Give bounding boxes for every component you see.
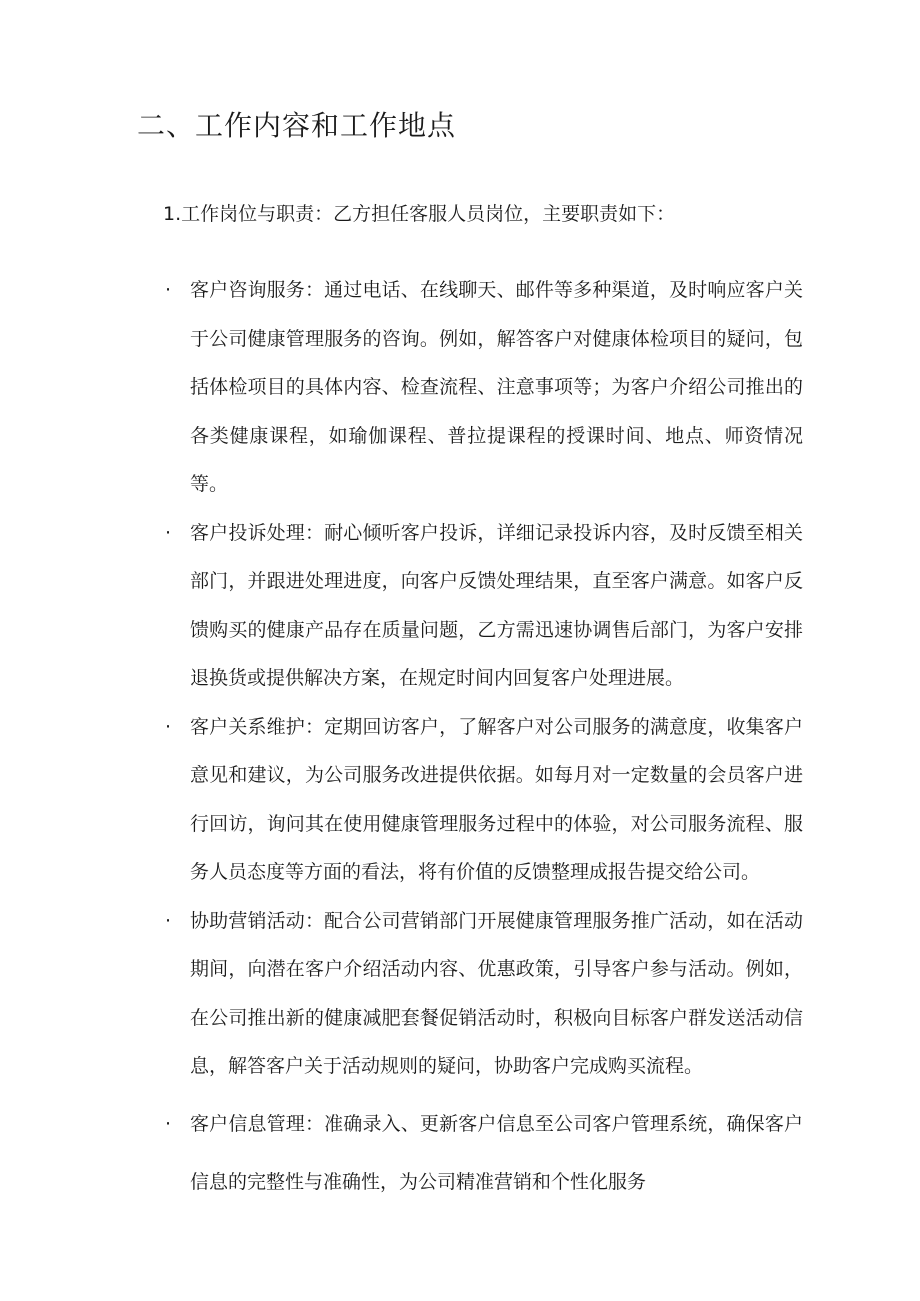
section-heading: 二、工作内容和工作地点 (137, 109, 457, 142)
bullet-icon: · (165, 279, 172, 301)
bullet-icon: · (165, 715, 172, 738)
bullet-icon: · (165, 521, 172, 544)
list-item-text: 协助营销活动：配合公司营销部门开展健康管理服务推广活动，如在活动期间，向潜在客户介绍活动内容、优惠政策，引导客户参与活动。例如，在公司推出新的健康减肥套餐促销活动时，积极向目标客户群发送活动信息，解答客户关于活动规则的疑问，协助客户完成购买流程。 (190, 909, 803, 1077)
intro-paragraph: 1.工作岗位与职责：乙方担任客服人员岗位，主要职责如下： (163, 203, 676, 225)
list-item-consulting (163, 266, 803, 509)
list-item-text: 客户信息管理：准确录入、更新客户信息至公司客户管理系统，确保客户信息的完整性与准确性，为公司精准营销和个性化服务 (190, 1112, 803, 1193)
list-item-text: 客户投诉处理：耐心倾听客户投诉，详细记录投诉内容，及时反馈至相关部门，并跟进处理进度，向客户反馈处理结果，直至客户满意。如客户反馈购买的健康产品存在质量问题，乙方需迅速协调售后部门，为客户安排退换货或提供解决方案，在规定时间内回复客户处理进展。 (190, 521, 803, 689)
duty-list (163, 266, 803, 1211)
bullet-icon: · (165, 909, 172, 932)
list-item-info-management (163, 1095, 803, 1211)
bullet-icon: · (165, 1112, 172, 1135)
list-item-complaints (163, 509, 803, 703)
list-item-text: 客户咨询服务：通过电话、在线聊天、邮件等多种渠道，及时响应客户关于公司健康管理服务的咨询。例如，解答客户对健康体检项目的疑问，包括体检项目的具体内容、检查流程、注意事项等；为客户介绍公司推出的各类健康课程，如瑜伽课程、普拉提课程的授课时间、地点、师资情况等。 (190, 279, 803, 495)
list-item-relations (163, 703, 803, 897)
list-item-marketing (163, 897, 803, 1091)
list-item-text: 客户关系维护：定期回访客户，了解客户对公司服务的满意度，收集客户意见和建议，为公司服务改进提供依据。如每月对一定数量的会员客户进行回访，询问其在使用健康管理服务过程中的体验，对公司服务流程、服务人员态度等方面的看法，将有价值的反馈整理成报告提交给公司。 (190, 715, 803, 883)
